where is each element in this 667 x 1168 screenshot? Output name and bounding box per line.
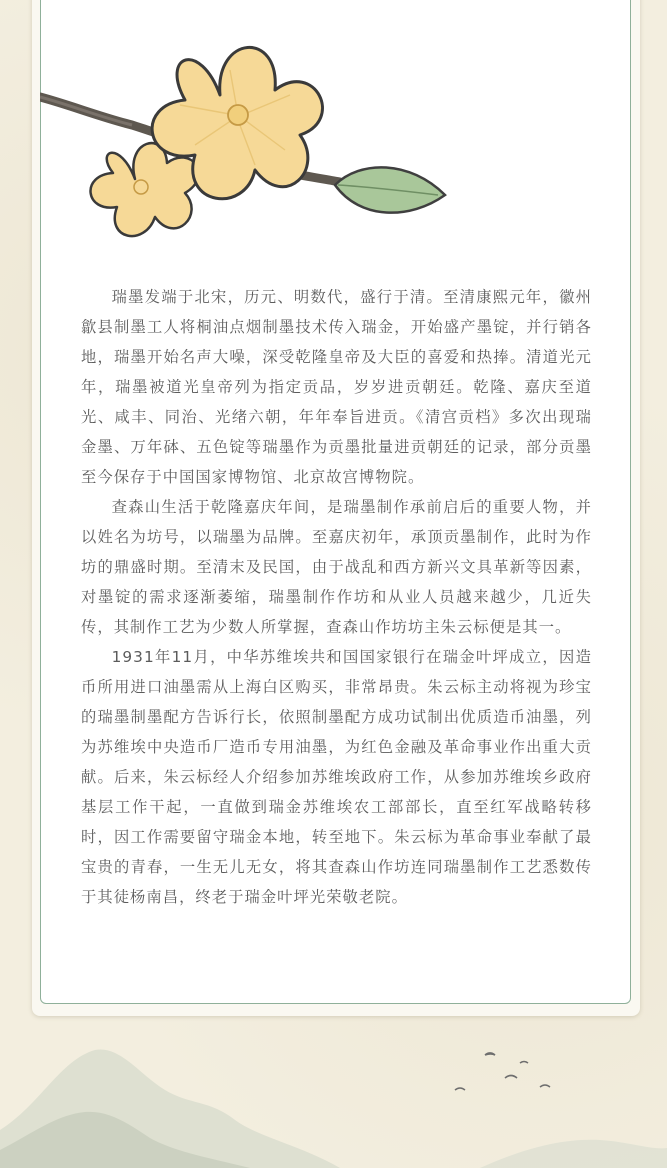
mountain-icon [0, 1020, 667, 1168]
birds-icon [445, 1045, 565, 1100]
flower-branch-icon [40, 25, 460, 255]
paragraph-zha-senshan: 查森山生活于乾隆嘉庆年间，是瑞墨制作承前启后的重要人物，并以姓名为坊号，以瑞墨为品牌。至嘉庆初年，承顶贡墨制作，此时为作坊的鼎盛时期。至清末及民国，由于战乱和西方新兴文具革新等因素，对墨锭的需求逐渐萎缩，瑞墨制作作坊和从业人员越来越少，几近失传，其制作工艺为少数人所掌握，查森山作坊坊主朱云标便是其一。 [81, 498, 592, 636]
article-body [81, 282, 592, 912]
paragraph-history: 瑞墨发端于北宋，历元、明数代，盛行于清。至清康熙元年，徽州歙县制墨工人将桐油点烟制墨技术传入瑞金，开始盛产墨锭，并行销各地，瑞墨开始名声大噪，深受乾隆皇帝及大臣的喜爱和热捧。清道光元年，瑞墨被道光皇帝列为指定贡品，岁岁进贡朝廷。乾隆、嘉庆至道光、咸丰、同治、光绪六朝，年年奉旨进贡。《清宫贡档》多次出现瑞金墨、万年砵、五色锭等瑞墨作为贡墨批量进贡朝廷的记录，部分贡墨至今保存于中国国家博物馆、北京故宫博物院。 [81, 288, 592, 486]
paragraph-zhu-yunbiao: 1931年11月，中华苏维埃共和国国家银行在瑞金叶坪成立，因造币所用进口油墨需从上海白区购买，非常昂贵。朱云标主动将视为珍宝的瑞墨制墨配方告诉行长，依照制墨配方成功试制出优质造币油墨，列为苏维埃中央造币厂造币专用油墨，为红色金融及革命事业作出重大贡献。后来，朱云标经人介绍参加苏维埃政府工作，从参加苏维埃乡政府基层工作干起，一直做到瑞金苏维埃农工部部长，直至红军战略转移时，因工作需要留守瑞金本地，转至地下。朱云标为革命事业奉献了最宝贵的青春，一生无儿无女，将其查森山作坊连同瑞墨制作工艺悉数传于其徒杨南昌，终老于瑞金叶坪光荣敬老院。 [81, 648, 592, 906]
